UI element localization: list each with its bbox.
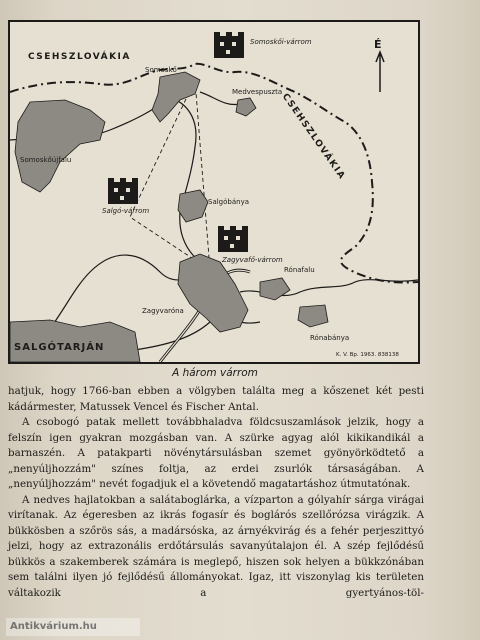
map-drawing xyxy=(10,22,418,362)
country-label: CSEHSZLOVÁKIA xyxy=(28,52,131,62)
castle-icon xyxy=(214,32,244,58)
place-label: Zagyvaróna xyxy=(142,307,184,315)
town-medvespuszta xyxy=(236,98,256,116)
place-label: Salgóbánya xyxy=(208,198,250,206)
castle-label: Salgó-várrom xyxy=(102,207,150,215)
paragraph: hatjuk, hogy 1766-ban ebben a völgyben találta meg a kőszenet két pesti kádármester, Matussek Vencel és Fischer Antal. xyxy=(8,385,424,413)
town-somosko xyxy=(152,72,200,122)
place-label: Rónabánya xyxy=(310,334,350,342)
place-label: Rónafalu xyxy=(284,266,315,274)
town-somoskoujfalu xyxy=(15,100,105,192)
town-salgotarjan xyxy=(10,320,140,362)
country-border xyxy=(10,64,418,283)
town-zagyvarona xyxy=(178,254,248,332)
place-label: Somoskő xyxy=(145,66,177,74)
castle-icon xyxy=(108,178,138,204)
watermark: Antikvárium.hu xyxy=(6,618,140,636)
map-caption: A három várrom xyxy=(172,367,258,379)
map-figure xyxy=(8,20,420,364)
town-ronabanya xyxy=(298,305,328,327)
north-label: É xyxy=(374,38,382,51)
place-label-salgotarjan: SALGÓTARJÁN xyxy=(14,342,105,353)
north-arrow-icon xyxy=(376,52,384,92)
paragraph: A nedves hajlatokban a salátaboglárka, a vízparton a gólyahír sárga virágai virítanak. Az égeresben az ikrás fogasír és boglárós szellőrózsa virágzik. A bükkösben a szőrös sás, a madársóska, az árnyékvirág és a fehér perjeszittyó jelzi, hogy az extrazonális erdőtársulás savanyútalajon él. A szép fejlődésű bükkös a szakemberek számára is meglepő, hiszen sok helyen a bükkzónában sem találni ilyen jó fejlődésű állományokat. Igaz, itt viszonylag kis területen váltakozik a gyertyános-töl- xyxy=(8,493,424,599)
castle-label: Somoskői-várrom xyxy=(250,38,312,46)
road xyxy=(170,98,200,262)
map-credit: K. V. Bp. 1963. 838138 xyxy=(336,352,399,358)
place-label: Medvespuszta xyxy=(232,88,283,96)
paragraph: A csobogó patak mellett továbbhaladva földcsuszamlások jelzik, hogy a felszín igen gyakran mozgásban van. A szürke agyag alól kikikandikál a barnaszén. A patakparti növénytársulásban szemet gyönyörködtető a „nenyúljhozzám" színes foltja, az erdei zsurlók társaságában. A „nenyúljhozzám" nevét fogadjuk el a követendő magatartáshoz útmutatónak. xyxy=(8,416,424,490)
town-salgobanya xyxy=(178,190,208,222)
country-label: CSEHSZLOVÁKIA xyxy=(279,92,348,183)
body-text xyxy=(8,384,424,601)
castle-label: Zagyvafő-várrom xyxy=(222,256,283,264)
place-label: Somoskőújfalu xyxy=(20,156,72,164)
castle-icon xyxy=(218,226,248,252)
town-ronafalu xyxy=(260,278,290,300)
